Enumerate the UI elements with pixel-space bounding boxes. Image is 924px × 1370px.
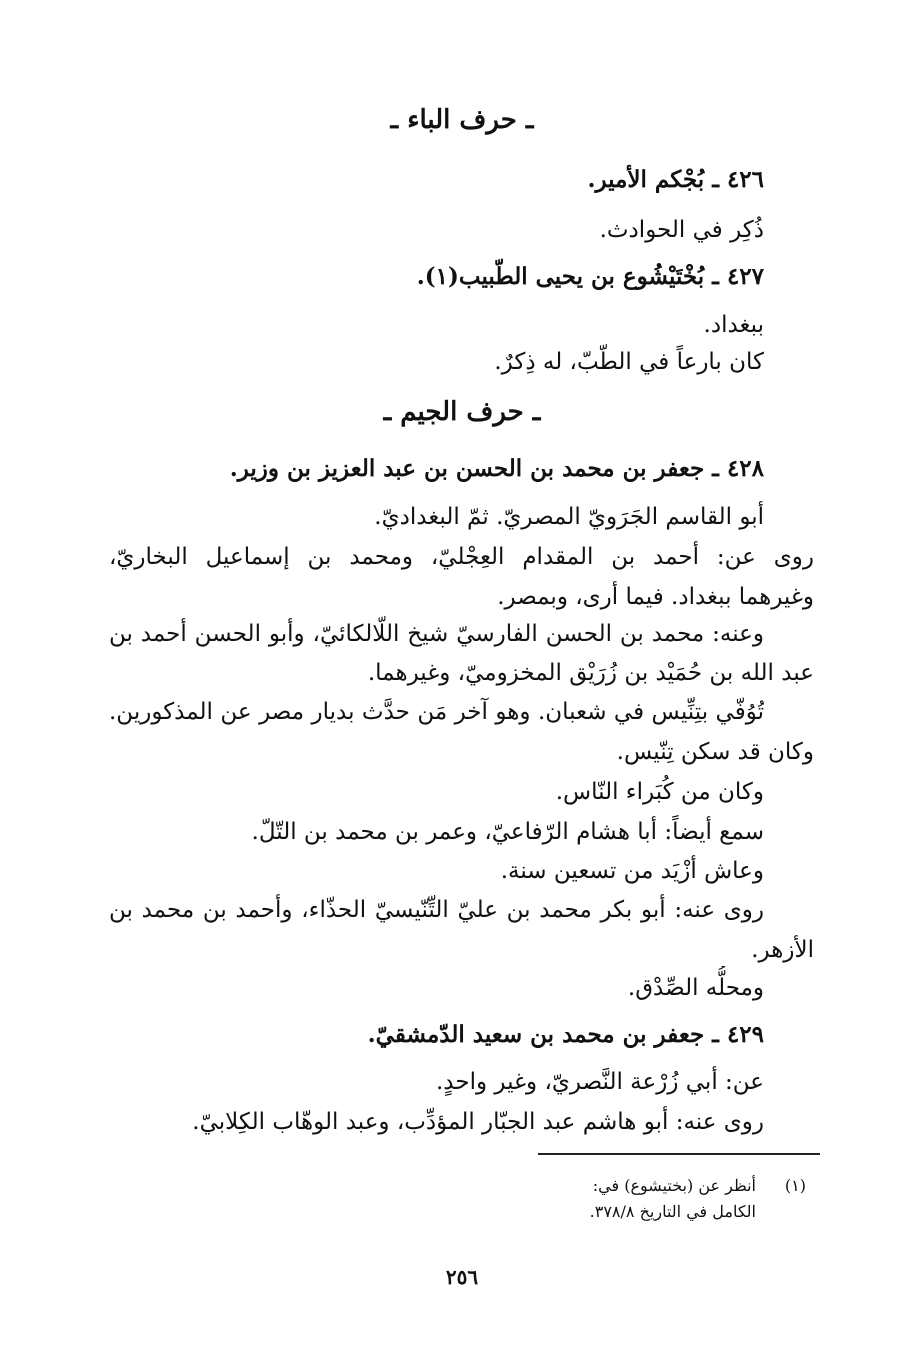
- footnote-marker: (١): [784, 1176, 806, 1195]
- entry-428-line: أبو القاسم الجَرَويّ المصريّ. ثمّ البغداديّ.: [374, 504, 764, 530]
- entry-428-line: وكان قد سكن تِنّيس.: [616, 739, 814, 765]
- entry-428-line: عبد الله بن حُمَيْد بن زُرَيْق المخزوميّ، وغيرهما.: [367, 660, 814, 686]
- entry-427-line: كان بارعاً في الطّبّ، له ذِكرٌ.: [494, 349, 764, 375]
- entry-429-title: ٤٢٩ ـ جعفر بن محمد بن سعيد الدّمشقيّ.: [367, 1021, 764, 1048]
- section-heading-ba: ـ حرف الباء ـ: [390, 105, 534, 135]
- entry-428-line: وكان من كُبَراء النّاس.: [555, 779, 764, 805]
- entry-428-line: ومحلُّه الصِّدْق.: [627, 975, 764, 1001]
- entry-429-line: روى عنه: أبو هاشم عبد الجبّار المؤدِّب، وعبد الوهّاب الكِلابيّ.: [192, 1109, 764, 1135]
- entry-426-line: ذُكِر في الحوادث.: [599, 217, 764, 243]
- entry-426-title: ٤٢٦ ـ بُجْكم الأمير.: [587, 166, 764, 193]
- entry-428-line: وغيرهما ببغداد. فيما أرى، وبمصر.: [497, 584, 814, 610]
- entry-428-line: وعنه: محمد بن الحسن الفارسيّ شيخ اللّالكائيّ، وأبو الحسن أحمد بن: [109, 621, 764, 647]
- footnote-rule: [538, 1153, 820, 1155]
- entry-427-title: ٤٢٧ ـ بُخْتَيْشُوع بن يحيى الطّبيب(١).: [416, 263, 764, 290]
- entry-428-title: ٤٢٨ ـ جعفر بن محمد بن الحسن بن عبد العزيز بن وزير.: [229, 455, 764, 482]
- entry-429-line: عن: أبي زُرْعة النَّصريّ، وغير واحدٍ.: [435, 1069, 764, 1095]
- section-heading-jim: ـ حرف الجيم ـ: [383, 397, 541, 427]
- page-number: ٢٥٦: [445, 1265, 479, 1289]
- entry-428-line: تُوُفّي بتِنِّيس في شعبان. وهو آخر مَن حدَّث بديار مصر عن المذكورين.: [109, 699, 764, 725]
- footnote-line: أنظر عن (بختيشوع) في:: [592, 1176, 756, 1195]
- entry-428-line: وعاش أزْيَد من تسعين سنة.: [500, 858, 764, 884]
- footnote-line: الكامل في التاريخ ٣٧٨/٨.: [589, 1202, 756, 1221]
- entry-428-line: الأزهر.: [751, 937, 814, 963]
- entry-428-line: روى عنه: أبو بكر محمد بن عليّ التِّنّيسيّ الحذّاء، وأحمد بن محمد بن: [109, 897, 764, 923]
- entry-428-line: روى عن: أحمد بن المقدام العِجْليّ، ومحمد بن إسماعيل البخاريّ،: [109, 544, 814, 570]
- entry-428-line: سمع أيضاً: أبا هشام الرّفاعيّ، وعمر بن محمد بن التّلّ.: [251, 819, 764, 845]
- entry-427-line: ببغداد.: [703, 312, 764, 338]
